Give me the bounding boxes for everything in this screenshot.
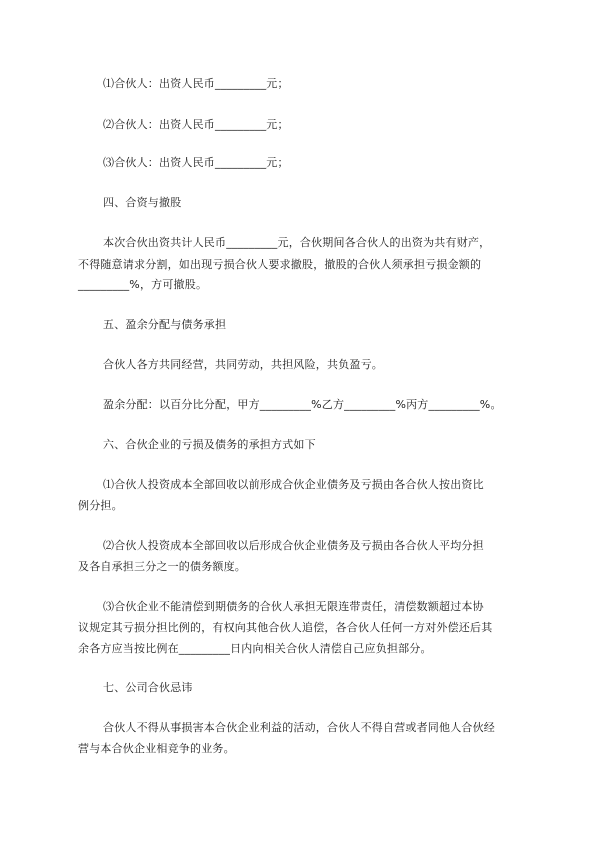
- paragraph-line: 例分担。: [78, 499, 123, 512]
- profit-distribution-line: 盈余分配：以百分比分配，甲方_________%乙方_________%丙方_________%。: [103, 398, 502, 411]
- paragraph-line: ⑴合伙人投资成本全部回收以前形成合伙企业债务及亏损由各合伙人按出资比: [103, 478, 484, 491]
- section-heading-4: 四、合资与撤股: [103, 196, 182, 209]
- paragraph-line: _________%，方可撤股。: [78, 278, 208, 291]
- paragraph-line: 合伙人不得从事损害本合伙企业利益的活动，合伙人不得自营或者同他人合伙经: [103, 721, 495, 734]
- paragraph-line: 合伙人各方共同经营，共同劳动，共担风险，共负盈亏。: [103, 358, 383, 371]
- section-heading-7: 七、公司合伙忌讳: [103, 681, 193, 694]
- partner-contribution-3: ⑶合伙人：出资人民币_________元；: [103, 156, 289, 169]
- section-heading-5: 五、盈余分配与债务承担: [103, 318, 227, 331]
- paragraph-line: 营与本合伙企业相竞争的业务。: [78, 742, 235, 755]
- paragraph-line: 不得随意请求分割，如出现亏损合伙人要求撤股，撤股的合伙人须承担亏损金额的: [78, 258, 482, 271]
- paragraph-line: 及各自承担三分之一的债务额度。: [78, 560, 246, 573]
- paragraph-line: ⑶合伙企业不能清偿到期债务的合伙人承担无限连带责任，清偿数额超过本协: [103, 600, 484, 613]
- paragraph-line: 议规定其亏损分担比例的，有权向其他合伙人追偿，各合伙人任何一方对外偿还后其: [78, 621, 493, 634]
- paragraph-line: 本次合伙出资共计人民币_________元，合伙期间各合伙人的出资为共有财产，: [103, 236, 491, 249]
- paragraph-line: 余各方应当按比例在_________日内向相关合伙人清偿自己应负担部分。: [78, 642, 432, 655]
- partner-contribution-1: ⑴合伙人：出资人民币_________元；: [103, 77, 289, 90]
- section-heading-6: 六、合伙企业的亏损及债务的承担方式如下: [103, 438, 316, 451]
- paragraph-line: ⑵合伙人投资成本全部回收以后形成合伙企业债务及亏损由各合伙人平均分担: [103, 539, 484, 552]
- partner-contribution-2: ⑵合伙人：出资人民币_________元；: [103, 118, 289, 131]
